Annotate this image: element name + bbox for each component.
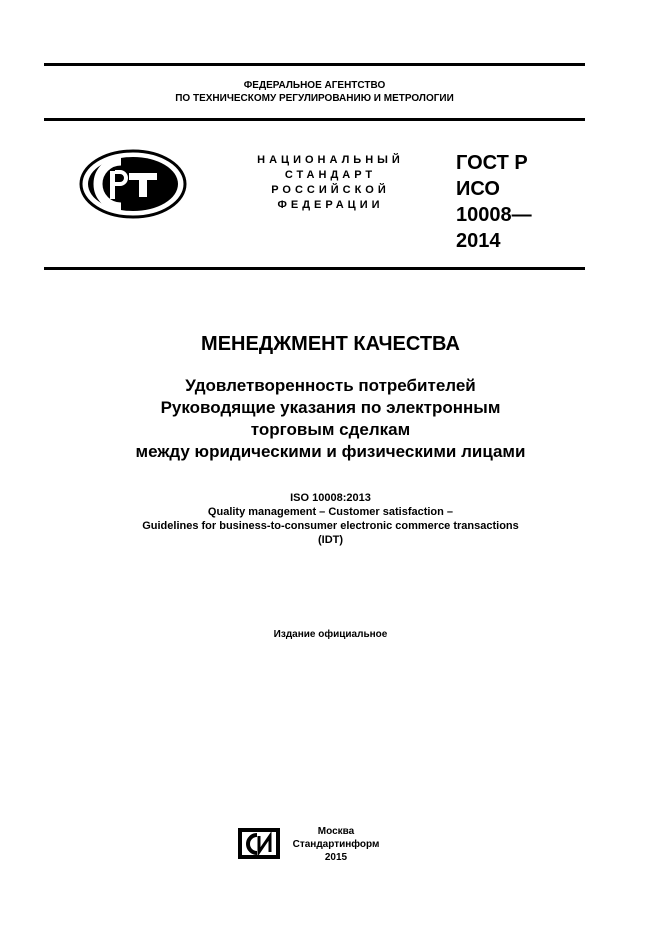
agency-header (44, 79, 585, 105)
designation-line: ГОСТ Р (456, 152, 528, 174)
publisher-info (288, 825, 384, 864)
header-bottom-rule (44, 267, 585, 270)
standartinform-logo-icon (237, 827, 281, 860)
document-subtitle (0, 375, 661, 463)
subtitle-line: Руководящие указания по электронным (160, 398, 501, 417)
national-standard-line: ФЕДЕРАЦИИ (277, 199, 384, 211)
national-standard-label (218, 153, 443, 213)
iso-line: ISO 10008:2013 (290, 492, 371, 504)
publisher-city: Москва (317, 826, 355, 837)
designation-line: 10008— (456, 204, 532, 226)
iso-line: Quality management – Customer satisfaction – (207, 506, 454, 518)
national-standard-line: СТАНДАРТ (284, 169, 377, 181)
rst-certification-mark-icon (79, 149, 187, 219)
iso-line: Guidelines for business-to-consumer electronic commerce transactions (142, 520, 519, 532)
header-divider-rule (44, 118, 585, 121)
designation-line: 2014 (456, 230, 501, 252)
iso-line: (IDT) (317, 534, 344, 546)
subtitle-line: между юридическими и физическими лицами (135, 442, 526, 461)
standard-designation (456, 150, 532, 254)
subtitle-line: торговым сделкам (250, 420, 411, 439)
subtitle-line: Удовлетворенность потребителей (185, 376, 476, 395)
national-standard-line: РОССИЙСКОЙ (271, 184, 390, 196)
national-standard-line: НАЦИОНАЛЬНЫЙ (257, 154, 404, 166)
publisher-name: Стандартинформ (292, 839, 380, 850)
iso-reference (0, 491, 661, 547)
agency-line-2: ПО ТЕХНИЧЕСКОМУ РЕГУЛИРОВАНИЮ И МЕТРОЛОГИИ (175, 93, 454, 104)
agency-line-1: ФЕДЕРАЛЬНОЕ АГЕНТСТВО (243, 80, 386, 91)
publisher-year: 2015 (324, 852, 348, 863)
designation-line: ИСО (456, 178, 500, 200)
edition-label: Издание официальное (273, 629, 388, 640)
top-rule (44, 63, 585, 66)
document-title: МЕНЕДЖМЕНТ КАЧЕСТВА (201, 333, 460, 355)
